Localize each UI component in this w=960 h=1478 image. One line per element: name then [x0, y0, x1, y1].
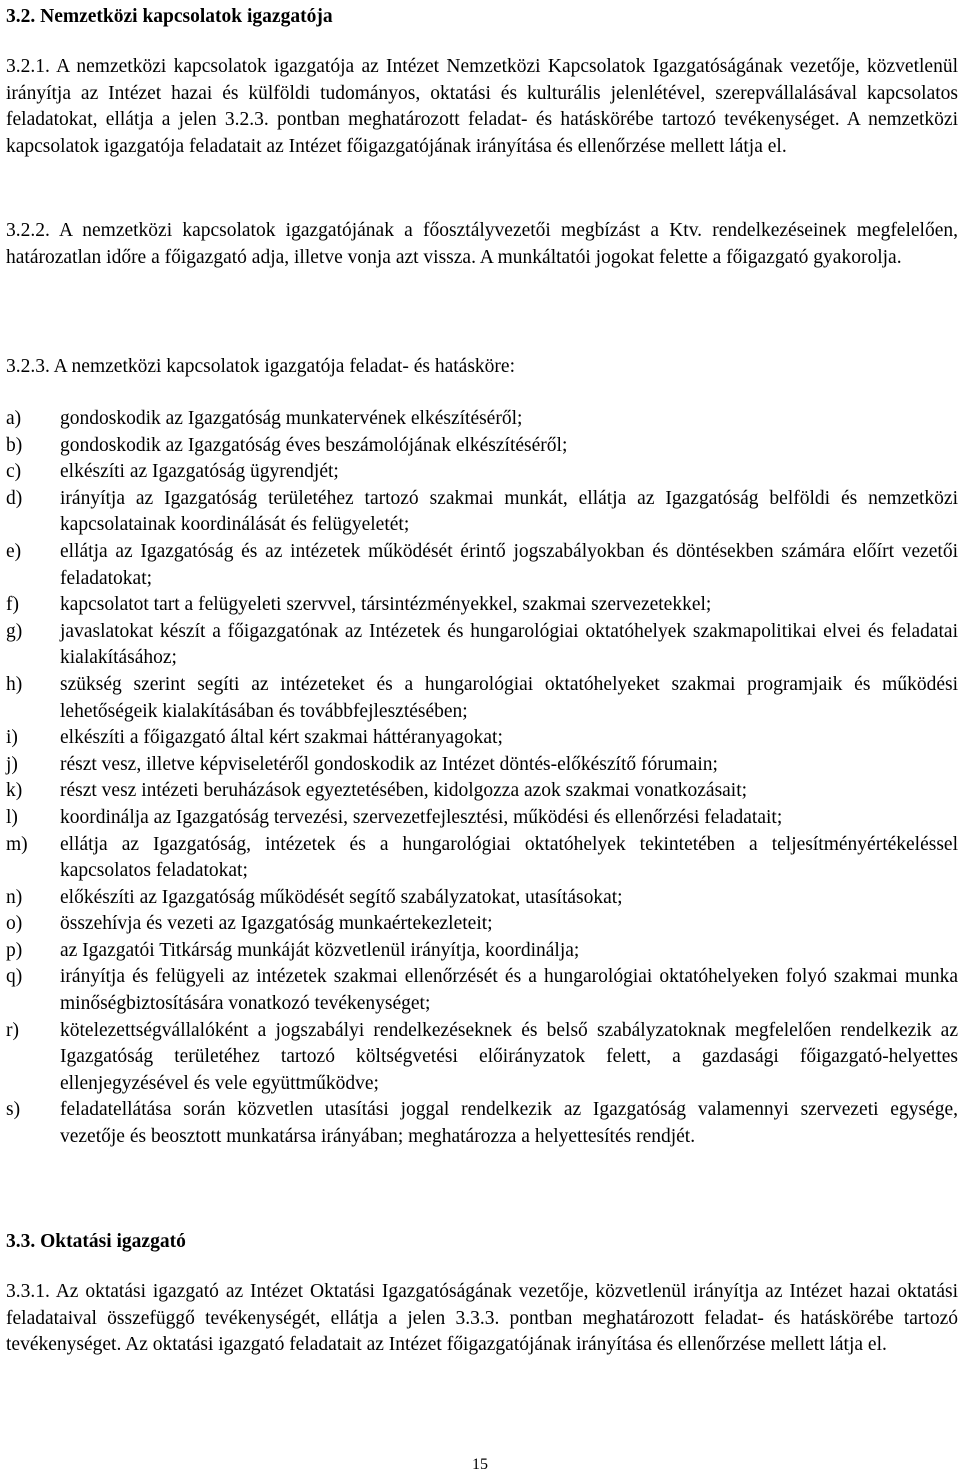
list-item-marker: q): [6, 966, 23, 988]
list-item-text: kapcsolatot tart a felügyeleti szervvel, társintézményekkel, szakmai szervezetekkel;: [60, 594, 712, 616]
list-item-text: elkészíti az Igazgatóság ügyrendjét;: [60, 461, 339, 483]
list-item-marker: n): [6, 886, 23, 908]
list-item-text: koordinálja az Igazgatóság tervezési, szervezetfejlesztési, működési és ellenőrzési feladatait;: [60, 806, 783, 828]
list-item-marker: f): [6, 594, 19, 616]
list-item-text: az Igazgatói Titkárság munkáját közvetlenül irányítja, koordinálja;: [60, 939, 580, 961]
list-item-text: ellátja az Igazgatóság, intézetek és a hungarológiai oktatóhelyek tekintetében a teljesítményértékeléssel kapcsolatos feladatokat;: [60, 833, 958, 882]
list-item-marker: k): [6, 780, 23, 802]
list-item: [6, 539, 958, 592]
list-item-text: ellátja az Igazgatóság és az intézetek működését érintő jogszabályokban és döntésekben számára előírt vezetői feladatokat;: [60, 540, 958, 589]
list-item-marker: e): [6, 540, 22, 562]
section-heading-3-3: 3.3. Oktatási igazgató: [6, 1231, 186, 1252]
list-item-text: javaslatokat készít a főigazgatónak az Intézetek és hungarológiai oktatóhelyek szakmapolitikai elvei és feladatai kialakításához;: [60, 620, 958, 669]
list-item-text: feladatellátása során közvetlen utasítási joggal rendelkezik az Igazgatóság valamennyi szervezeti egysége, vezetője és beosztott munkatársa irányában; meghatározza a helyettesítés rendjét.: [60, 1099, 958, 1148]
list-item-marker: s): [6, 1099, 21, 1121]
list-item-marker: p): [6, 939, 23, 961]
list-item-marker: i): [6, 727, 18, 749]
paragraph-3-2-1: 3.2.1. A nemzetközi kapcsolatok igazgatója az Intézet Nemzetközi Kapcsolatok Igazgatóságának vezetője, közvetlenül irányítja az Intézet hazai és külföldi tudományos, oktatási és kulturális jelenlétével, szerepvállalásával kapcsolatos feladatokat, ellátja a jelen 3.2.3. pontban meghatározott feladat- és hatáskörébe tartozó tevékenységet. A nemzetközi kapcsolatok igazgatója feladatait az Intézet főigazgatójának irányítása és ellenőrzése mellett látja el.: [6, 56, 958, 157]
list-item-text: elkészíti a főigazgató által kért szakmai háttéranyagokat;: [60, 727, 503, 749]
list-item: [6, 752, 958, 779]
list-item-marker: g): [6, 620, 23, 642]
list-item-text: irányítja az Igazgatóság területéhez tartozó szakmai munkát, ellátja az Igazgatóság belföldi és nemzetközi kapcsolatainak koordinálását és felügyeletét;: [60, 487, 958, 536]
list-item: [6, 433, 958, 460]
list-item-text: összehívja és vezeti az Igazgatóság munkaértekezleteit;: [60, 913, 493, 935]
list-item-text: részt vesz intézeti beruházások egyeztetésében, kidolgozza azok szakmai vonatkozásait;: [60, 780, 748, 802]
list-item: [6, 1018, 958, 1098]
list-item-marker: j): [6, 753, 18, 775]
list-item-text: gondoskodik az Igazgatóság munkatervének elkészítéséről;: [60, 408, 523, 429]
list-item-marker: r): [6, 1019, 19, 1041]
list-item: [6, 592, 958, 619]
list-item-text: előkészíti az Igazgatóság működését segítő szabályzatokat, utasításokat;: [60, 886, 623, 908]
list-item-marker: l): [6, 806, 18, 828]
list-item: [6, 938, 958, 965]
paragraph-3-2-3: 3.2.3. A nemzetközi kapcsolatok igazgatója feladat- és hatásköre:: [6, 356, 515, 377]
list-item: [6, 805, 958, 832]
paragraph-3-3-1: 3.3.1. Az oktatási igazgató az Intézet Oktatási Igazgatóságának vezetője, közvetlenül irányítja az Intézet hazai oktatási feladataival összefüggő tevékenységét, ellátja a jelen 3.3.3. pontban meghatározott feladat- és hatáskörébe tartozó tevékenységet. Az oktatási igazgató feladatait az Intézet főigazgatójának irányítása és ellenőrzése mellett látja el.: [6, 1281, 958, 1356]
list-item-text: kötelezettségvállalóként a jogszabályi rendelkezéseknek és belső szabályzatoknak megfelelően rendelkezik az Igazgatóság területéhez tartozó költségvetési előirányzatok felett, a gazdasági főigazgató-helyettes ellenjegyzésével és vele együttműködve;: [60, 1019, 958, 1094]
list-item: [6, 911, 958, 938]
list-item: [6, 486, 958, 539]
list-item-marker: h): [6, 673, 23, 695]
list-item-text: részt vesz, illetve képviseletéről gondoskodik az Intézet döntés-előkészítő fórumain;: [60, 753, 718, 775]
list-item: [6, 725, 958, 752]
list-item-text: szükség szerint segíti az intézeteket és a hungarológiai oktatóhelyeket szakmai programjaik és működési lehetőségeik kialakításában és továbbfejlesztésében;: [60, 673, 958, 722]
list-item: [6, 619, 958, 672]
list-item: [6, 459, 958, 486]
list-item-marker: o): [6, 913, 23, 935]
list-item: [6, 1097, 958, 1150]
list-item-marker: b): [6, 434, 23, 456]
duty-list: [6, 406, 958, 1151]
list-item-marker: d): [6, 487, 23, 509]
list-item-marker: m): [6, 833, 28, 855]
list-item-marker: a): [6, 408, 22, 429]
list-item: [6, 964, 958, 1017]
list-item: [6, 832, 958, 885]
list-item: [6, 406, 958, 433]
paragraph-3-2-2: 3.2.2. A nemzetközi kapcsolatok igazgatójának a főosztályvezetői megbízást a Ktv. rendelkezéseinek megfelelően, határozatlan időre a főigazgató adja, illetve vonja azt vissza. A munkáltatói jogokat felette a főigazgató gyakorolja.: [6, 220, 958, 268]
list-item-text: gondoskodik az Igazgatóság éves beszámolójának elkészítéséről;: [60, 434, 568, 456]
list-item: [6, 778, 958, 805]
list-item: [6, 885, 958, 912]
list-item-marker: c): [6, 461, 22, 483]
page-number: 15: [472, 1456, 488, 1473]
section-heading-3-2: 3.2. Nemzetközi kapcsolatok igazgatója: [6, 6, 333, 27]
list-item-text: irányítja és felügyeli az intézetek szakmai ellenőrzését és a hungarológiai oktatóhelyeken folyó szakmai munka minőségbiztosítására vonatkozó tevékenységet;: [60, 966, 958, 1015]
list-item: [6, 672, 958, 725]
